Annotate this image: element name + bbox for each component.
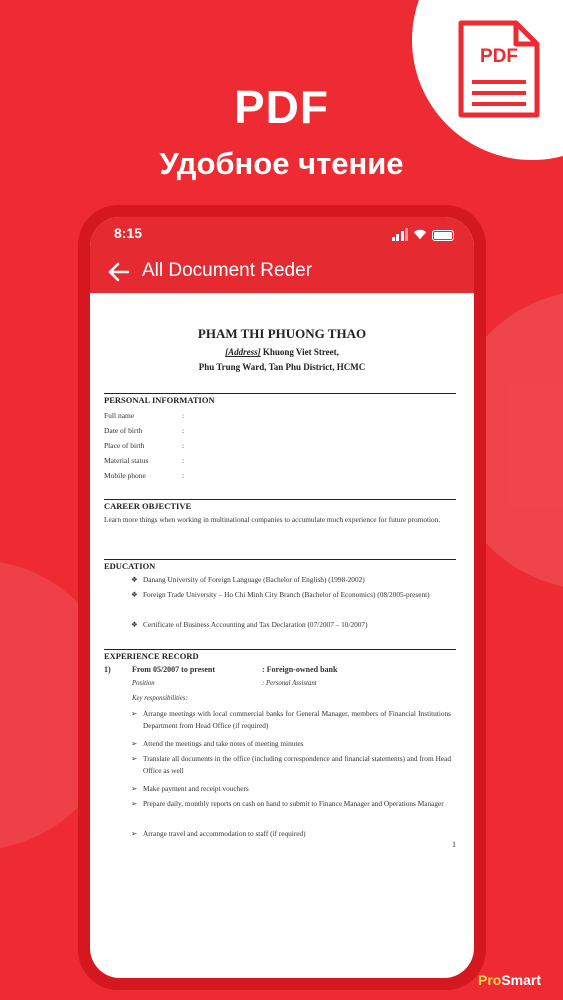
field-date-of-birth: Date of birth: [104, 426, 143, 435]
hero-subtitle: Удобное чтение: [159, 146, 404, 181]
pdf-file-label: PDF: [480, 46, 518, 67]
arrow-bullet-icon: ➢: [131, 739, 138, 748]
education-item-text: Foreign Trade University – Ho Chi Minh City Branch (Bachelor of Economics) (08/2005-present): [143, 590, 430, 599]
field-colon: :: [182, 471, 185, 480]
responsibility-text: Make payment and receipt vouchers: [143, 784, 249, 793]
diamond-bullet-icon: ❖: [131, 590, 138, 599]
address-line1: Khuong Viet Street,: [260, 347, 339, 357]
field-colon: :: [182, 441, 185, 450]
arrow-bullet-icon: ➢: [131, 754, 138, 763]
arrow-bullet-icon: ➢: [131, 829, 138, 838]
field-mobile-phone: Mobile phone: [104, 471, 146, 480]
document-name: PHAM THI PHUONG THAO: [197, 326, 367, 341]
responsibility-text: Arrange travel and accommodation to staff (if required): [143, 829, 306, 838]
responsibilities-label: Key responsibilities:: [132, 695, 188, 702]
section-experience-title: EXPERIENCE RECORD: [104, 649, 456, 661]
section-career-title: CAREER OBJECTIVE: [104, 499, 456, 511]
address-label: [Address]: [225, 347, 261, 357]
status-time: 8:15: [114, 225, 143, 241]
position-value: : Personal Assistant: [262, 680, 317, 687]
address-line2: Phu Trung Ward, Tan Phu District, HCMC: [198, 362, 366, 372]
education-item-text: Danang University of Foreign Language (Bachelor of English) (1998-2002): [143, 575, 365, 584]
field-full-name: Full name: [104, 411, 135, 420]
experience-company: : Foreign-owned bank: [262, 665, 338, 674]
phone-frame: [78, 205, 486, 990]
phone-screen: [90, 217, 474, 978]
page-number: 1: [452, 840, 456, 849]
education-item-text: Certificate of Business Accounting and Tax Declaration (07/2007 – 10/2007): [143, 620, 368, 629]
responsibility-item: [131, 828, 451, 840]
back-button[interactable]: [106, 259, 132, 285]
education-item: [131, 619, 453, 631]
signal-icon: [392, 228, 409, 241]
position-label: Position: [132, 680, 155, 687]
responsibility-item: [131, 738, 451, 750]
watermark-pro: Pro: [478, 972, 502, 988]
field-material-status: Material status: [104, 456, 149, 465]
diamond-bullet-icon: ❖: [131, 620, 138, 629]
wifi-icon: [413, 227, 427, 241]
app-bar: [90, 217, 474, 293]
field-colon: :: [182, 456, 185, 465]
education-item: [131, 589, 453, 601]
responsibility-text: Translate all documents in the office (including correspondence and financial statements) and from Head Office as well: [143, 754, 451, 775]
field-place-of-birth: Place of birth: [104, 441, 145, 450]
app-bar-title: All Document Reder: [142, 260, 313, 281]
responsibility-text: Attend the meetings and take notes of meeting minutes: [143, 739, 304, 748]
status-icons: [392, 227, 455, 241]
responsibility-item: [131, 753, 451, 777]
document-page[interactable]: [90, 293, 474, 978]
arrow-bullet-icon: ➢: [131, 709, 138, 718]
responsibility-item: [131, 798, 451, 810]
battery-icon: [432, 230, 454, 241]
responsibility-text: Arrange meetings with local commercial banks for General Manager, members of Financial Institutions Department from Head Office (if required): [143, 709, 451, 730]
arrow-bullet-icon: ➢: [131, 784, 138, 793]
hero-title: PDF: [234, 81, 329, 133]
field-colon: :: [182, 411, 185, 420]
responsibility-item: [131, 783, 451, 795]
diamond-bullet-icon: ❖: [131, 575, 138, 584]
document-address: [90, 345, 474, 375]
education-item: [131, 574, 453, 586]
arrow-bullet-icon: ➢: [131, 799, 138, 808]
section-education-title: EDUCATION: [104, 559, 456, 571]
responsibility-text: Prepare daily, monthly reports on cash on hand to submit to Finance Manager and Operations Manager: [143, 799, 444, 808]
career-text: Learn more things when working in multinational companies to accumulate much experience for future promotion.: [104, 515, 441, 524]
field-colon: :: [182, 426, 185, 435]
responsibility-item: [131, 708, 451, 732]
watermark-logo: [478, 972, 541, 988]
experience-number: 1): [104, 665, 111, 674]
back-arrow-icon: [106, 259, 132, 285]
section-personal-title: PERSONAL INFORMATION: [104, 393, 456, 405]
experience-period: From 05/2007 to present: [132, 665, 216, 674]
watermark-smart: Smart: [501, 972, 542, 988]
